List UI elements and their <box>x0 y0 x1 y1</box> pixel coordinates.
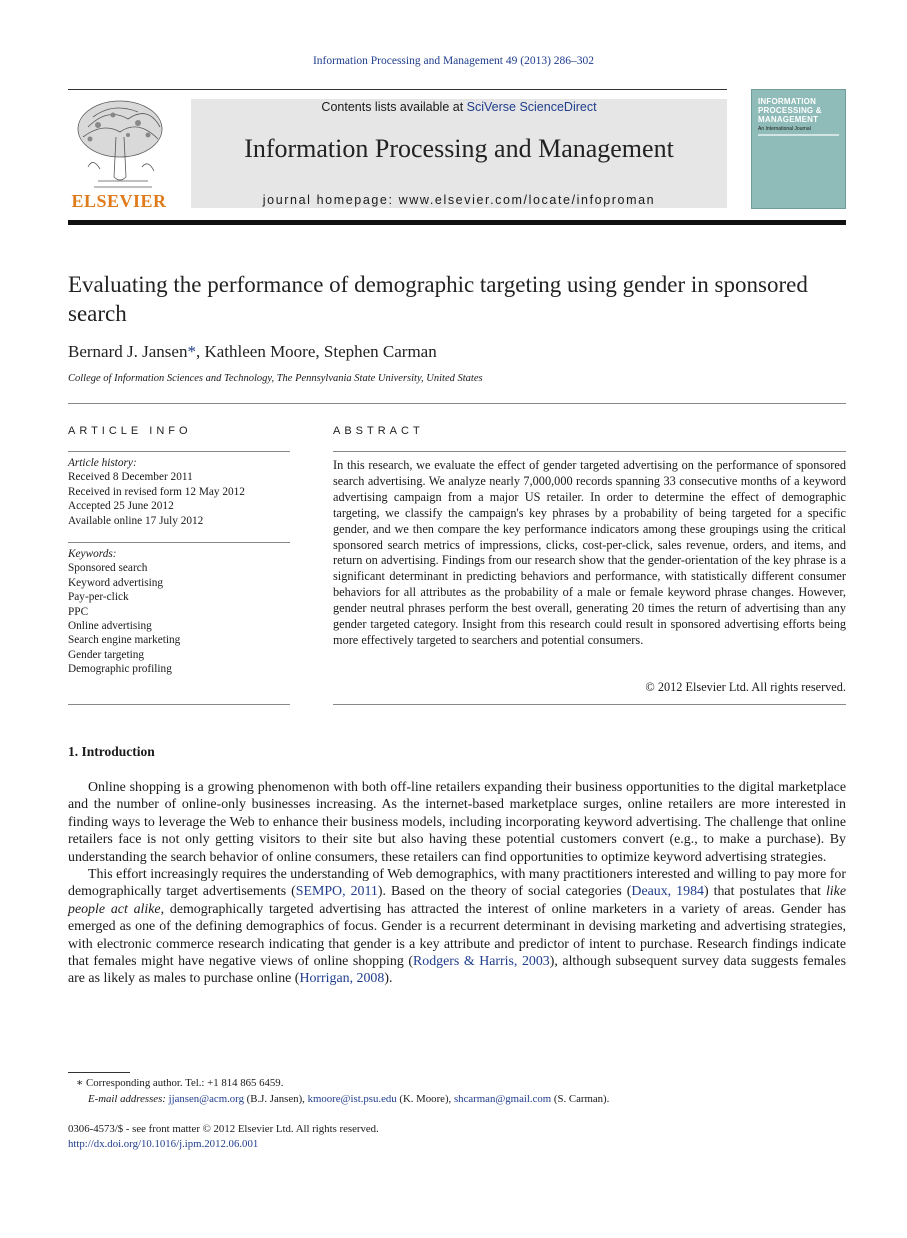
keyword-item: Keyword advertising <box>68 576 164 589</box>
text-run: ) that postulates that <box>703 884 826 900</box>
header-top-rule <box>68 89 727 90</box>
introduction-body <box>68 779 846 988</box>
homepage-label: journal homepage: <box>262 193 399 207</box>
citation-horrigan[interactable]: Horrigan, 2008 <box>299 971 385 987</box>
keyword-item: Search engine marketing <box>68 634 181 647</box>
cover-title: INFORMATION PROCESSING & MANAGEMENT <box>758 97 822 124</box>
text-run: (K. Moore), <box>396 1093 454 1105</box>
history-label: Article history: <box>68 457 137 469</box>
email-link-jansen[interactable]: jjansen@acm.org <box>168 1093 244 1105</box>
abstract-copyright: © 2012 Elsevier Ltd. All rights reserved. <box>645 680 846 694</box>
running-head[interactable]: Information Processing and Management 49 (2013) 286–302 <box>312 55 595 67</box>
history-item: Received in revised form 12 May 2012 <box>68 485 245 498</box>
emphasis: like people act alike <box>68 884 847 917</box>
cover-subtitle: An International Journal <box>758 126 811 132</box>
citation-rodgers-harris[interactable]: Rodgers & Harris, 2003 <box>413 954 550 970</box>
keywords <box>68 547 180 677</box>
other-authors: , Kathleen Moore, Stephen Carman <box>195 342 437 361</box>
introduction-heading: 1. Introduction <box>68 744 155 759</box>
abstract-rule <box>333 451 846 452</box>
issn-line: 0306-4573/$ - see front matter © 2012 Elsevier Ltd. All rights reserved. <box>68 1123 379 1135</box>
contents-availability <box>191 100 727 114</box>
affiliation: College of Information Sciences and Technology, The Pennsylvania State University, United States <box>68 373 483 384</box>
doi-link[interactable]: http://dx.doi.org/10.1016/j.ipm.2012.06.001 <box>68 1138 259 1150</box>
article-title: Evaluating the performance of demographic targeting using gender in sponsored search <box>68 272 808 326</box>
email-label: E-mail addresses: <box>88 1093 166 1105</box>
keyword-item: Sponsored search <box>68 562 148 575</box>
affiliation-rule <box>68 403 846 404</box>
abstract-bottom-rule <box>333 704 846 705</box>
cover-divider <box>758 134 839 136</box>
journal-homepage <box>191 193 727 207</box>
footnote-rule <box>68 1072 130 1073</box>
history-item: Received 8 December 2011 <box>68 471 193 484</box>
text-run: (B.J. Jansen), <box>243 1093 308 1105</box>
citation-sempo[interactable]: SEMPO, 2011 <box>295 884 378 900</box>
history-item: Available online 17 July 2012 <box>68 514 204 527</box>
keyword-item: Demographic profiling <box>68 663 172 676</box>
intro-paragraph-1: Online shopping is a growing phenomenon with both off-line retailers expanding their business opportunities to the digital marketplace and the number of online-only businesses increasing. As the internet-based marketplace surges, online retailers are more interested in finding ways to leverage the Web to enhance their business models, including incorporating keyword advertising. The challenge that online retailers face is not only getting visitors to their site but also having these potential customers convert (e.g., to make a purchase). By understanding the search behavior of online consumers, these retailers can find opportunities to optimize keyword advertising strategies. <box>68 780 846 865</box>
keyword-item: PPC <box>68 605 89 618</box>
article-info-heading: ARTICLE INFO <box>68 425 192 437</box>
author-list <box>68 342 437 362</box>
keyword-item: Gender targeting <box>68 648 145 661</box>
keyword-item: Pay-per-click <box>68 591 129 604</box>
journal-cover-thumbnail[interactable] <box>751 89 846 209</box>
abstract-text: In this research, we evaluate the effect of gender targeted advertising on the performance of sponsored search advertising. We analyze nearly 7,000,000 records spanning 33 consecutive months of a keyword advertising campaign from a major US retailer. In order to determine the effect of demographic targeting, we classify the campaign's key phrases by a probability of being targeted for a specific gender, and we then compare the key performance indicators among these groupings using the critical sponsored search metrics of impressions, clicks, cost-per-click, sales revenue, orders, and items, and return on advertising. Findings from our research show that the gender-orientation of the key phrase is a significant determinant in predicting behaviors and performance, with statistically different consumer behaviors for all attributes as the probability of a male or female keyword phrase changes. However, gender neutral phrases perform the best overall, generating 20 times the return of advertising than any gender targeted category. Insight from this research could result in sponsored advertising efforts being more effectively targeted to searchers and potential consumers. <box>333 458 846 647</box>
keyword-item: Online advertising <box>68 620 152 633</box>
header-bottom-rule <box>68 220 846 225</box>
text-run: ). <box>384 971 393 987</box>
email-addresses <box>68 1091 846 1107</box>
keywords-label: Keywords: <box>68 548 117 560</box>
text-run: (S. Carman). <box>551 1093 610 1105</box>
intro-paragraph-2 <box>68 866 846 988</box>
corresponding-author-note: ∗ Corresponding author. Tel.: +1 814 865 6459. <box>76 1077 284 1089</box>
citation-deaux[interactable]: Deaux, 1984 <box>631 884 704 900</box>
text-run: This effort increasingly requires the understanding of Web demographics, with many practitioners interested and willing to pay more for demographically target advertisements ( <box>68 867 846 900</box>
homepage-url[interactable]: www.elsevier.com/locate/infoproman <box>398 193 656 207</box>
corresponding-author-marker[interactable]: * <box>187 342 196 361</box>
email-link-moore[interactable]: kmoore@ist.psu.edu <box>307 1093 397 1105</box>
article-history <box>68 456 245 528</box>
keywords-rule <box>68 542 290 543</box>
article-info-rule <box>68 451 290 452</box>
abstract-heading: ABSTRACT <box>333 425 424 437</box>
author-jansen[interactable]: Bernard J. Jansen <box>68 342 188 361</box>
sciencedirect-link[interactable]: SciVerse ScienceDirect <box>466 100 597 114</box>
text-run: ). Based on the theory of social categories ( <box>377 884 632 900</box>
article-info-bottom-rule <box>68 704 290 705</box>
history-item: Accepted 25 June 2012 <box>68 500 174 513</box>
email-link-carman[interactable]: shcarman@gmail.com <box>453 1093 552 1105</box>
elsevier-wordmark: ELSEVIER <box>71 191 167 211</box>
journal-title: Information Processing and Management <box>244 134 674 163</box>
text-run: , demographically targeted advertising has attracted the interest of online marketers in a variety of areas. Gender has emerged as one of the defining demographics of focus. Gender is a recurrent determinant in devising marketing and advertising strategies, with electronic commerce research indicating that gender is a key attribute and predictor of intent to purchase. Research findings indicate that females might have negative views of online shopping ( <box>68 901 847 970</box>
text-run: ), although subsequent survey data suggests females are as likely as males to purchase online ( <box>68 954 846 987</box>
contents-prefix: Contents lists available at <box>321 100 467 114</box>
